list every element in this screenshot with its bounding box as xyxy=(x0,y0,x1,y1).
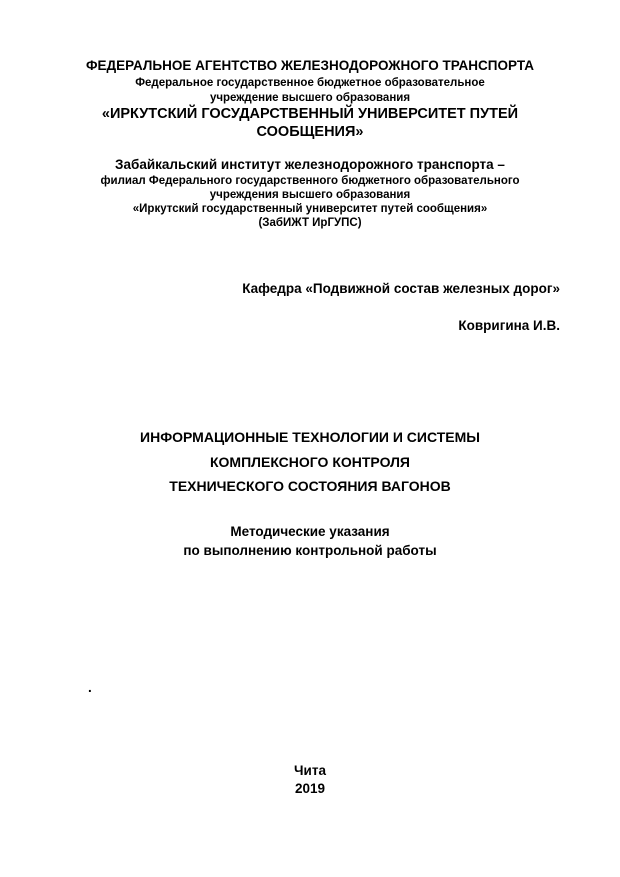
branch-abbreviation: (ЗабИЖТ ИрГУПС) xyxy=(258,217,362,229)
agency-name: ФЕДЕРАЛЬНОЕ АГЕНТСТВО ЖЕЛЕЗНОДОРОЖНОГО ТРАНСПОРТА xyxy=(86,58,534,73)
branch-title: Забайкальский институт железнодорожного транспорта – xyxy=(115,157,505,172)
stray-dot: . xyxy=(88,680,92,695)
university-name-line-2: СООБЩЕНИЯ» xyxy=(256,124,364,140)
subtitle-line-2: по выполнению контрольной работы xyxy=(183,543,437,558)
branch-line-3: «Иркутский государственный университет путей сообщения» xyxy=(132,203,488,215)
subtitle-line-1: Методические указания xyxy=(230,524,390,539)
branch-line-2: учреждения высшего образования xyxy=(209,189,411,201)
year: 2019 xyxy=(294,781,326,796)
institution-line-2: учреждение высшего образования xyxy=(209,92,411,104)
document-title-line-3: ТЕХНИЧЕСКОГО СОСТОЯНИЯ ВАГОНОВ xyxy=(169,478,451,494)
document-title-line-1: ИНФОРМАЦИОННЫЕ ТЕХНОЛОГИИ И СИСТЕМЫ xyxy=(140,429,480,445)
department-name: Кафедра «Подвижной состав железных дорог» xyxy=(242,281,560,296)
document-title-line-2: КОМПЛЕКСНОГО КОНТРОЛЯ xyxy=(210,454,410,470)
branch-line-1: филиал Федерального государственного бюджетного образовательного xyxy=(100,175,520,187)
university-name-line-1: «ИРКУТСКИЙ ГОСУДАРСТВЕННЫЙ УНИВЕРСИТЕТ ПУТЕЙ xyxy=(101,106,519,122)
city: Чита xyxy=(294,763,326,778)
institution-line-1: Федеральное государственное бюджетное образовательное xyxy=(135,77,485,89)
author-name: Ковригина И.В. xyxy=(458,318,560,333)
